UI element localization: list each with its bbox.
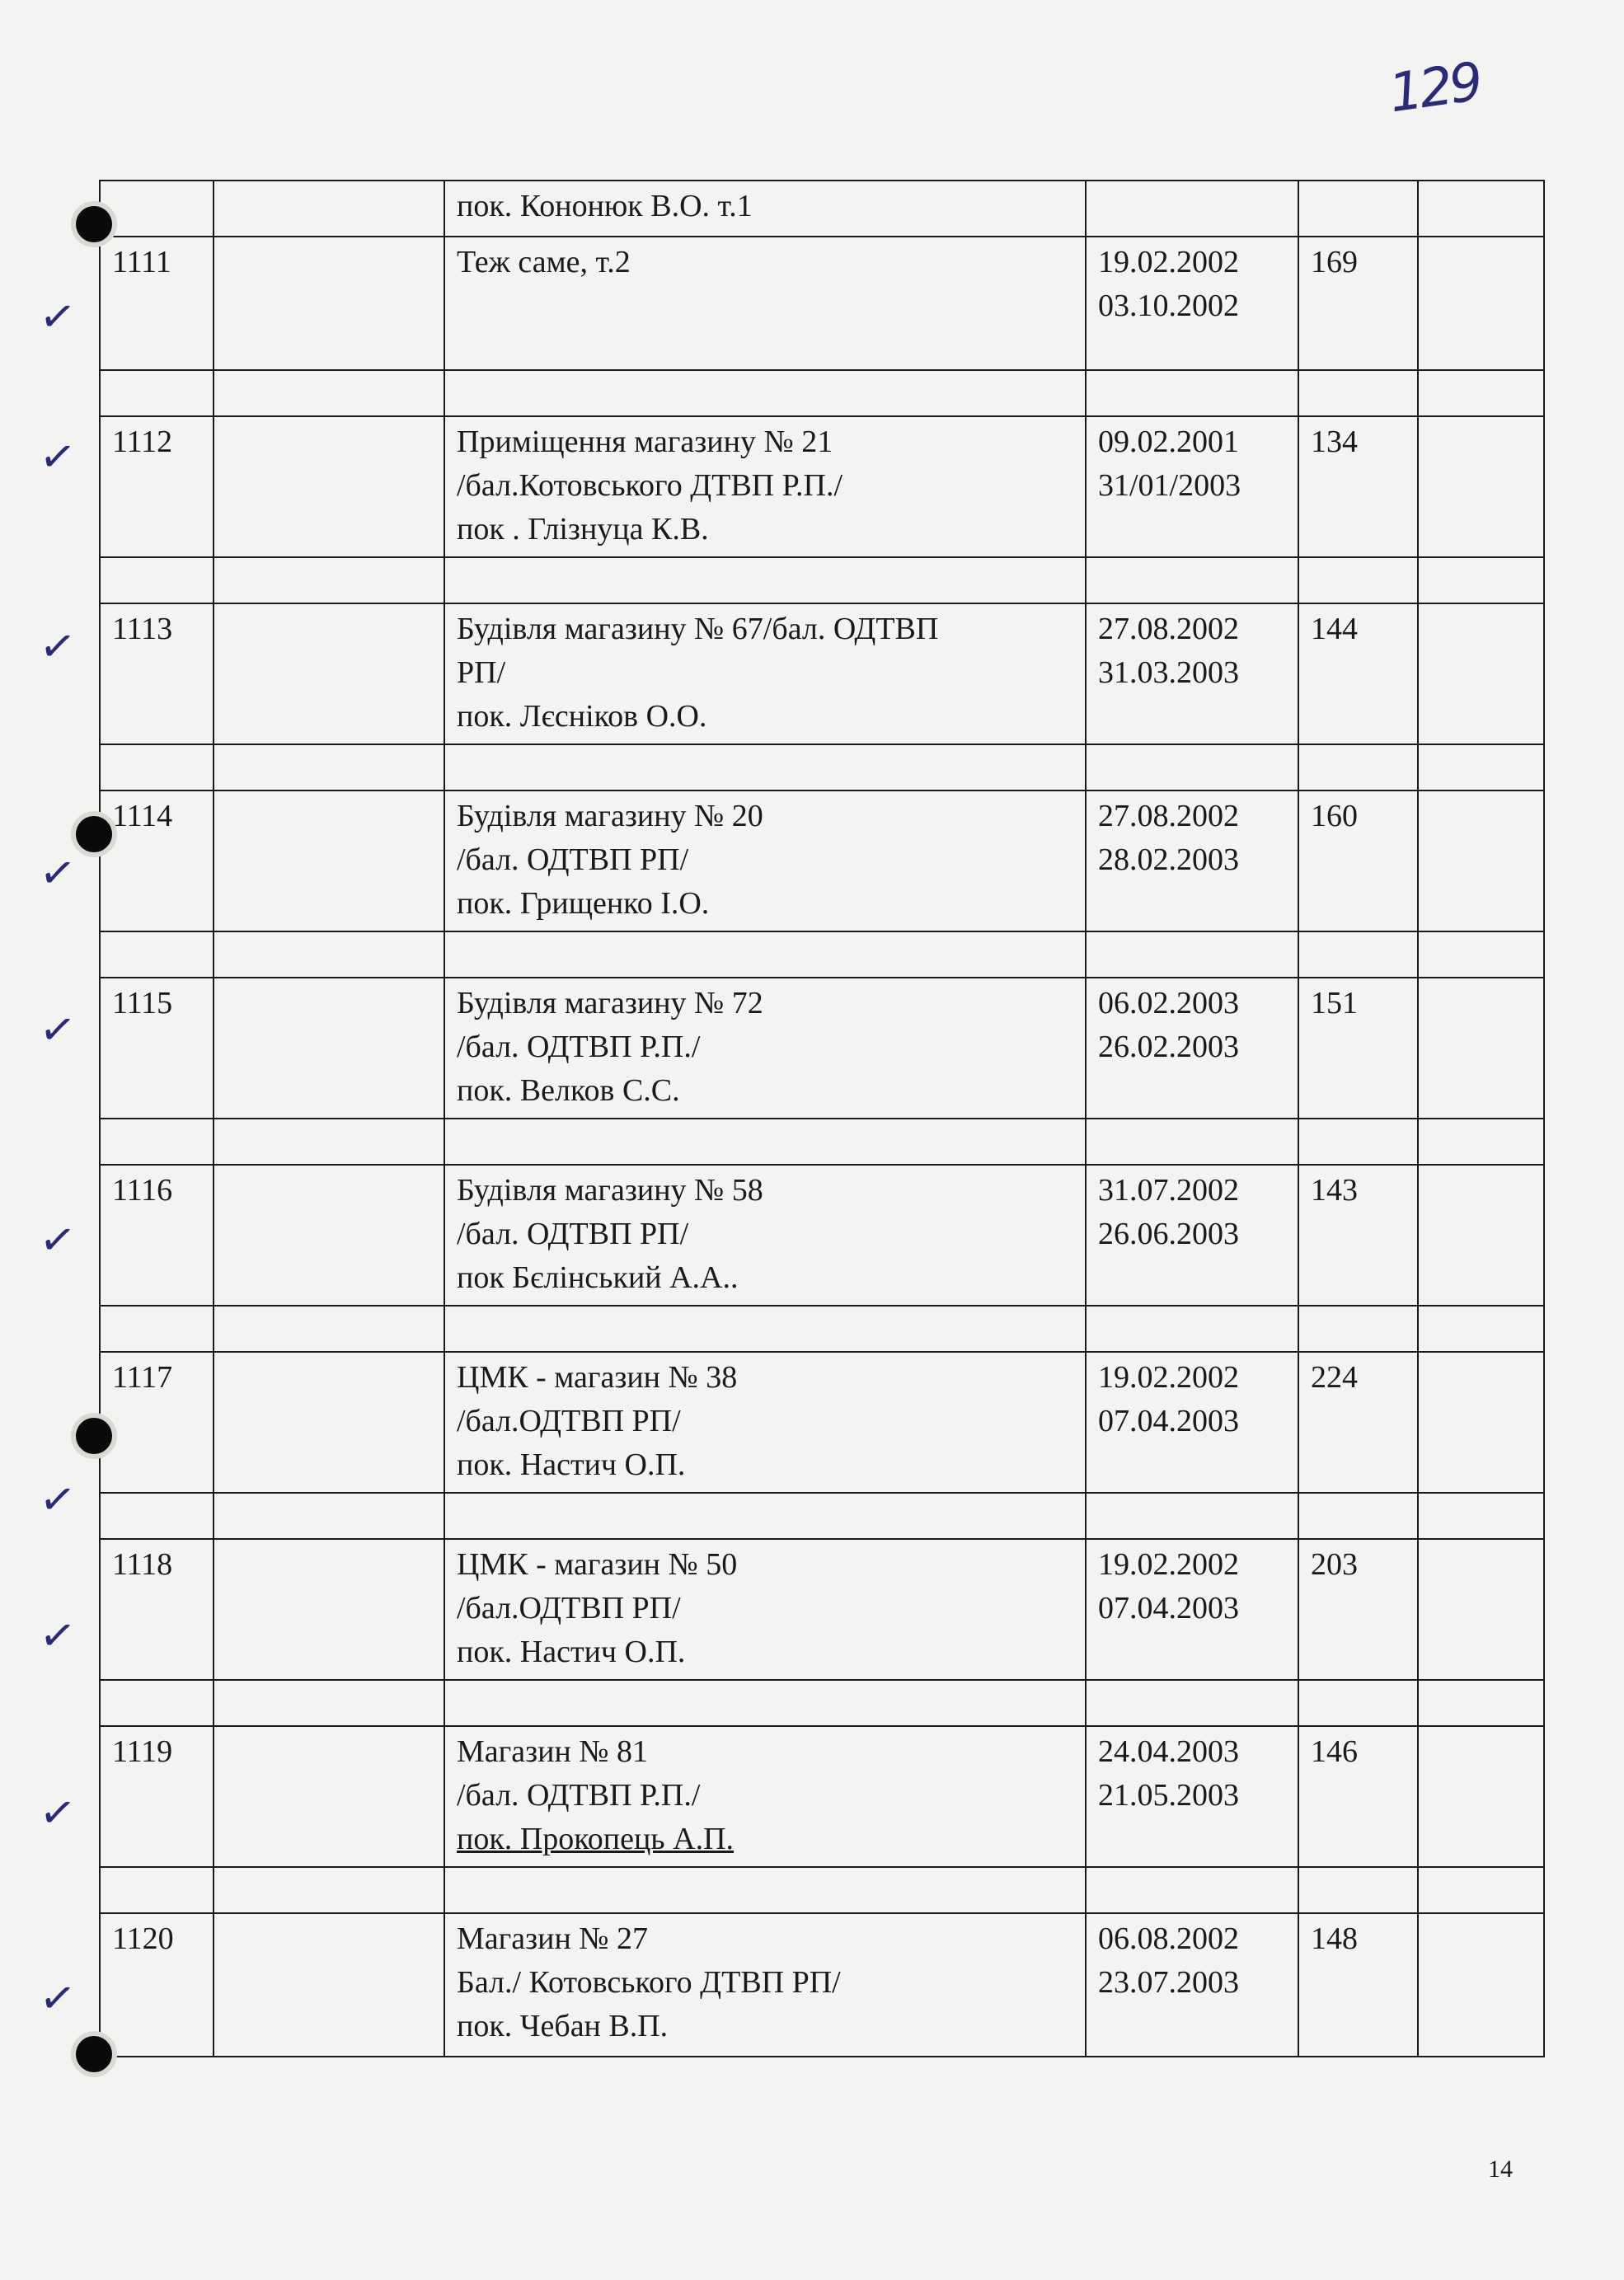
notes-cell <box>1418 237 1544 370</box>
check-mark-icon: ✓ <box>36 847 79 901</box>
table-row <box>100 931 1544 978</box>
index-cell <box>214 181 444 237</box>
notes-cell <box>1418 1913 1544 2057</box>
sheets-cell: 144 <box>1298 603 1418 744</box>
dates-cell: 19.02.2002 07.04.2003 <box>1086 1352 1298 1493</box>
notes-cell <box>1418 1539 1544 1680</box>
notes-cell <box>1418 416 1544 557</box>
number-cell: 1118 <box>100 1539 214 1680</box>
index-cell <box>214 237 444 370</box>
number-cell: 1111 <box>100 237 214 370</box>
notes-cell <box>1418 603 1544 744</box>
notes-cell <box>1418 1352 1544 1493</box>
index-cell <box>214 603 444 744</box>
table-row <box>100 1867 1544 1913</box>
punch-hole <box>76 2036 112 2072</box>
notes-cell <box>1418 1165 1544 1306</box>
description-cell: Будівля магазину № 67/бал. ОДТВП РП/ пок. Лєсніков О.О. <box>444 603 1086 744</box>
number-cell: 1114 <box>100 790 214 931</box>
description-cell: Будівля магазину № 20 /бал. ОДТВП РП/ пок. Грищенко І.О. <box>444 790 1086 931</box>
index-cell <box>214 1726 444 1867</box>
check-mark-icon: ✓ <box>36 290 79 345</box>
handwritten-folio-number: 129 <box>1385 51 1484 125</box>
number-cell <box>100 181 214 237</box>
table-row <box>100 181 1544 237</box>
description-cell: ЦМК - магазин № 38 /бал.ОДТВП РП/ пок. Настич О.П. <box>444 1352 1086 1493</box>
table-row <box>100 1539 1544 1680</box>
inventory-table <box>99 180 1545 2057</box>
table-row <box>100 1306 1544 1352</box>
dates-cell: 27.08.2002 28.02.2003 <box>1086 790 1298 931</box>
dates-cell: 06.08.2002 23.07.2003 <box>1086 1913 1298 2057</box>
table-row <box>100 978 1544 1119</box>
notes-cell <box>1418 181 1544 237</box>
check-mark-icon: ✓ <box>36 1786 79 1841</box>
table-row <box>100 1680 1544 1726</box>
index-cell <box>214 416 444 557</box>
check-mark-icon: ✓ <box>36 1003 79 1058</box>
description-cell: ЦМК - магазин № 50 /бал.ОДТВП РП/ пок. Настич О.П. <box>444 1539 1086 1680</box>
sheets-cell: 203 <box>1298 1539 1418 1680</box>
sheets-cell: 146 <box>1298 1726 1418 1867</box>
dates-cell: 27.08.2002 31.03.2003 <box>1086 603 1298 744</box>
table-row <box>100 557 1544 603</box>
dates-cell <box>1086 181 1298 237</box>
dates-cell: 24.04.2003 21.05.2003 <box>1086 1726 1298 1867</box>
sheets-cell: 143 <box>1298 1165 1418 1306</box>
description-cell: Будівля магазину № 72 /бал. ОДТВП Р.П./ пок. Велков С.С. <box>444 978 1086 1119</box>
check-mark-icon: ✓ <box>36 1473 79 1527</box>
number-cell: 1119 <box>100 1726 214 1867</box>
table-row <box>100 603 1544 744</box>
index-cell <box>214 1165 444 1306</box>
dates-cell: 31.07.2002 26.06.2003 <box>1086 1165 1298 1306</box>
sheets-cell: 151 <box>1298 978 1418 1119</box>
number-cell: 1116 <box>100 1165 214 1306</box>
check-mark-icon: ✓ <box>36 620 79 674</box>
table-row <box>100 416 1544 557</box>
page-number: 14 <box>1488 2156 1513 2183</box>
dates-cell: 09.02.2001 31/01/2003 <box>1086 416 1298 557</box>
description-cell: Приміщення магазину № 21 /бал.Котовського ДТВП Р.П./ пок . Глізнуца К.В. <box>444 416 1086 557</box>
sheets-cell: 224 <box>1298 1352 1418 1493</box>
check-mark-icon: ✓ <box>36 1609 79 1663</box>
table-row <box>100 237 1544 370</box>
table-row <box>100 1726 1544 1867</box>
sheets-cell: 148 <box>1298 1913 1418 2057</box>
description-cell: Магазин № 81 /бал. ОДТВП Р.П./ пок. Прокопець А.П. <box>444 1726 1086 1867</box>
table-row <box>100 1165 1544 1306</box>
number-cell: 1115 <box>100 978 214 1119</box>
dates-cell: 19.02.2002 07.04.2003 <box>1086 1539 1298 1680</box>
table-row <box>100 1913 1544 2057</box>
notes-cell <box>1418 1726 1544 1867</box>
number-cell: 1117 <box>100 1352 214 1493</box>
dates-cell: 06.02.2003 26.02.2003 <box>1086 978 1298 1119</box>
table-row <box>100 1119 1544 1165</box>
check-mark-icon: ✓ <box>36 1213 79 1268</box>
sheets-cell: 134 <box>1298 416 1418 557</box>
index-cell <box>214 1352 444 1493</box>
description-cell: пок. Кононюк В.О. т.1 <box>444 181 1086 237</box>
table-row <box>100 744 1544 790</box>
number-cell: 1113 <box>100 603 214 744</box>
description-cell: Магазин № 27 Бал./ Котовського ДТВП РП/ пок. Чебан В.П. <box>444 1913 1086 2057</box>
table-row <box>100 370 1544 416</box>
punch-hole <box>76 1418 112 1454</box>
table-row <box>100 1352 1544 1493</box>
table-row <box>100 790 1544 931</box>
sheets-cell <box>1298 181 1418 237</box>
punch-hole <box>76 816 112 852</box>
table-row <box>100 1493 1544 1539</box>
dates-cell: 19.02.2002 03.10.2002 <box>1086 237 1298 370</box>
notes-cell <box>1418 978 1544 1119</box>
index-cell <box>214 1913 444 2057</box>
check-mark-icon: ✓ <box>36 430 79 485</box>
sheets-cell: 160 <box>1298 790 1418 931</box>
description-cell: Будівля магазину № 58 /бал. ОДТВП РП/ пок Бєлінський А.А.. <box>444 1165 1086 1306</box>
index-cell <box>214 1539 444 1680</box>
check-mark-icon: ✓ <box>36 1972 79 2026</box>
punch-hole <box>76 206 112 242</box>
index-cell <box>214 978 444 1119</box>
notes-cell <box>1418 790 1544 931</box>
index-cell <box>214 790 444 931</box>
number-cell: 1120 <box>100 1913 214 2057</box>
number-cell: 1112 <box>100 416 214 557</box>
sheets-cell: 169 <box>1298 237 1418 370</box>
description-cell: Теж саме, т.2 <box>444 237 1086 370</box>
